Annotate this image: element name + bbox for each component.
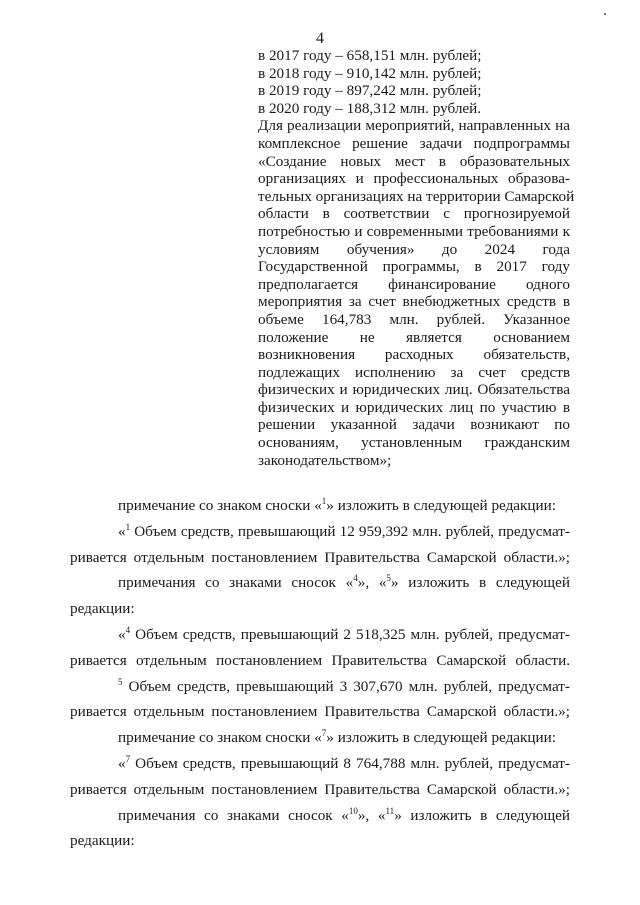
note-instruction: редакции: — [70, 832, 135, 850]
text-run: « — [118, 522, 126, 540]
text-run: » изложить в следующей редакции: — [326, 729, 557, 747]
note-instruction — [70, 803, 570, 829]
funding-year-line: в 2018 году – 910,142 млн. рублей; — [258, 64, 482, 82]
text-run: » изложить в следующей редакции: — [326, 497, 557, 514]
footnote-mark: 5 — [386, 573, 391, 584]
paragraph-line: подлежащих исполнению за счет средств — [258, 363, 570, 381]
text-run: примечания со знаками сносок « — [118, 806, 349, 824]
paragraph-line: условиям обучения» до 2024 года — [258, 240, 570, 258]
text-run: « — [118, 625, 126, 643]
text-run: Объем средств, превышающий 8 764,788 млн. рублей, предусмат- — [130, 754, 570, 772]
paragraph-line: комплексное решение задачи подпрограммы — [258, 134, 570, 152]
paragraph-line: физических и юридических лиц. Обязательства — [258, 381, 570, 399]
note-text — [70, 751, 570, 777]
paragraph-line: потребностью и современными требованиями к — [258, 222, 570, 240]
paragraph-line: решении указанной задачи возникают по — [258, 416, 570, 434]
page-number: 4 — [316, 30, 324, 47]
footnote-mark: 4 — [125, 624, 131, 635]
paragraph-line: тельных организациях на территории Самарской — [258, 187, 575, 205]
text-run: » изложить в следующей — [390, 574, 570, 592]
paragraph-line: «Создание новых мест в образовательных — [258, 152, 570, 170]
paragraph-line: возникновения расходных обязательств, — [258, 346, 570, 364]
funding-year-line: в 2017 году – 658,151 млн. рублей; — [258, 47, 482, 64]
text-run: Объем средств, превышающий 3 307,670 млн. рублей, предусмат- — [122, 677, 570, 695]
paragraph-line: физических и юридических лиц по участию в — [258, 398, 570, 416]
text-run: « — [118, 754, 126, 772]
note-text: ривается отдельным постановлением Правительства Самарской области. — [70, 651, 570, 669]
footnote-mark: 7 — [125, 753, 131, 764]
text-run: », « — [357, 806, 386, 824]
paragraph-line: положение не является основанием — [258, 328, 570, 346]
paragraph-line: мероприятия за счет внебюджетных средств в — [258, 293, 570, 311]
text-run: Объем средств, превышающий 12 959,392 млн. рублей, предусмат- — [130, 522, 570, 540]
footnote-mark: 1 — [321, 496, 327, 506]
paragraph-line: области в соответствии с прогнозируемой — [258, 205, 570, 223]
paragraph-line: законодательством»; — [258, 451, 392, 469]
text-run: Объем средств, превышающий 2 518,325 млн. рублей, предусмат- — [130, 625, 570, 643]
funding-year-line: в 2020 году – 188,312 млн. рублей. — [258, 99, 482, 117]
note-text: ривается отдельным постановлением Правительства Самарской области.»; — [70, 703, 570, 721]
footnote-mark: 7 — [321, 728, 327, 739]
funding-year-line: в 2019 году – 897,242 млн. рублей; — [258, 82, 482, 100]
footnote-mark: 1 — [125, 521, 131, 532]
text-run: примечание со знаком сноски « — [118, 497, 322, 514]
scan-speck — [604, 13, 606, 15]
note-text: ривается отдельным постановлением Правительства Самарской области.»; — [70, 548, 570, 566]
note-text: ривается отдельным постановлением Правительства Самарской области.»; — [70, 780, 570, 798]
footnote-mark: 10 — [348, 805, 358, 816]
text-run: примечание со знаком сноски « — [118, 729, 322, 747]
note-instruction — [70, 570, 570, 596]
main-text — [70, 493, 570, 854]
text-run: » изложить в следующей — [394, 806, 571, 824]
note-text — [70, 622, 570, 648]
paragraph-line: Государственной программы, в 2017 году — [258, 258, 570, 276]
footnote-mark: 5 — [118, 676, 123, 687]
note-text — [70, 674, 570, 700]
text-run: примечания со знаками сносок « — [118, 574, 354, 592]
note-instruction — [70, 493, 570, 519]
table-cell-text — [258, 47, 575, 469]
note-instruction — [70, 725, 570, 751]
paragraph-line: основаниям, установленным гражданским — [258, 434, 570, 452]
footnote-mark: 11 — [385, 805, 395, 816]
paragraph-line: предполагается финансирование одного — [258, 275, 570, 293]
paragraph-line: Для реализации мероприятий, направленных на — [258, 117, 570, 135]
paragraph-line: организациях и профессиональных образова- — [258, 170, 570, 188]
paragraph-line: объеме 164,783 млн. рублей. Указанное — [258, 310, 570, 328]
note-instruction: редакции: — [70, 600, 135, 618]
text-run: », « — [357, 574, 387, 592]
footnote-mark: 4 — [353, 573, 358, 584]
note-text — [70, 519, 570, 545]
